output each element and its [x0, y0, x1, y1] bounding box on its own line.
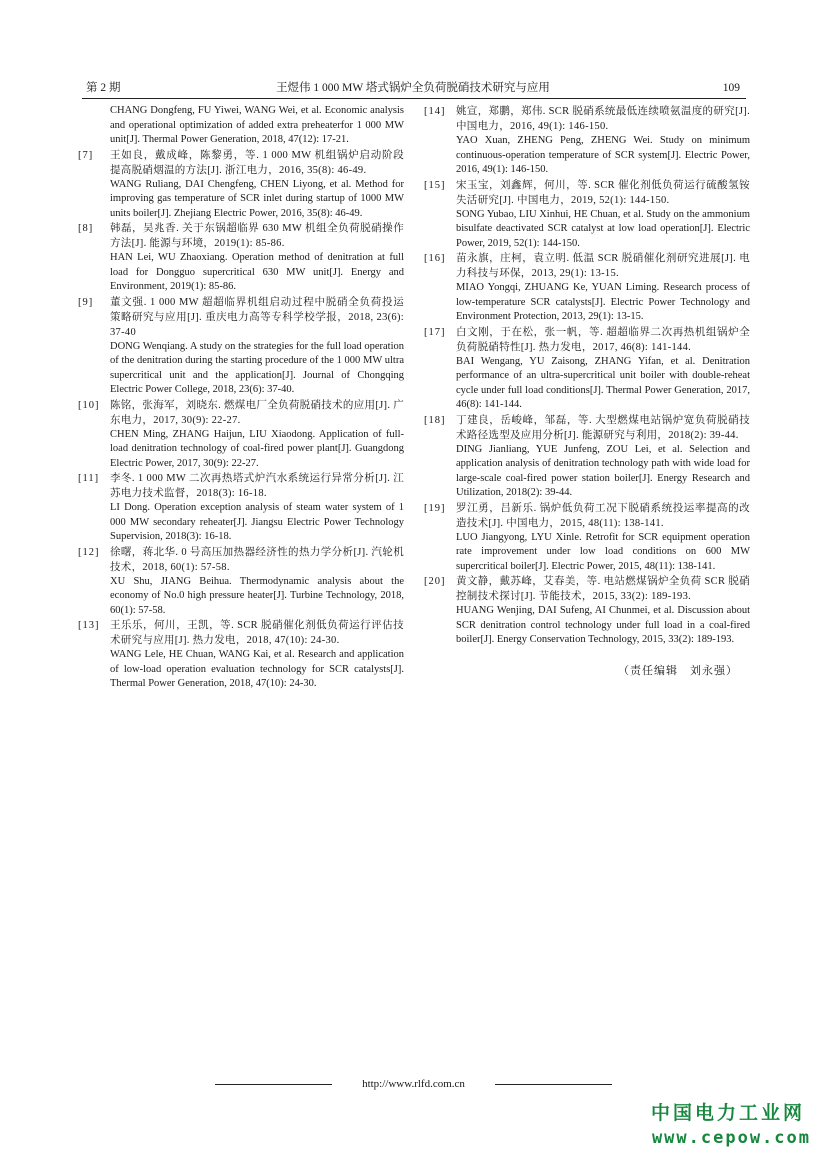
reference-item — [78, 221, 404, 295]
issue-number: 第 2 期 — [86, 82, 121, 94]
reference-english: DONG Wenqiang. A study on the strategies for the full load operation of the denitration during the starting procedure of the 1 000 MW ultra supercritical unit and the application[J]. Journal of Chongqing Electric Power College, 2018, 23(6): 37-40. — [110, 340, 404, 395]
reference-number: [15] — [424, 179, 446, 191]
reference-item — [424, 574, 750, 648]
reference-number: [17] — [424, 326, 446, 338]
reference-english: LI Dong. Operation exception analysis of steam water system of 1 000 MW secondary reheater[J]. Jiangsu Electric Power Technology Supervision, 2018(3): 16-18. — [110, 502, 404, 542]
reference-number: [9] — [78, 296, 94, 308]
reference-number: [12] — [78, 546, 100, 558]
reference-number: [13] — [78, 620, 100, 631]
reference-number: [10] — [78, 399, 100, 411]
reference-item — [78, 545, 404, 619]
reference-item — [78, 618, 404, 692]
references-right-column — [424, 104, 750, 679]
reference-chinese: 徐曙，蒋北华. 0 号高压加热器经济性的热力学分析[J]. 汽轮机技术，2018, 60(1): 57-58. — [110, 546, 404, 573]
reference-chinese: 丁建良，岳峻峰，邹磊，等. 大型燃煤电站锅炉宽负荷脱硝技术路径选型及应用分析[J]. 能源研究与利用，2018(2): 39-44. — [456, 414, 750, 441]
reference-chinese: 王如良，戴成峰，陈黎勇，等. 1 000 MW 机组锅炉启动阶段提高脱硝烟温的方法[J]. 浙江电力，2016, 35(8): 46-49. — [110, 149, 404, 176]
reference-item — [424, 413, 750, 501]
running-header — [86, 80, 740, 96]
watermark-site-name: 中国电力工业网 — [650, 1102, 805, 1124]
reference-english: SONG Yubao, LIU Xinhui, HE Chuan, et al. Study on the ammonium bisulfate deactivated SCR catalyst at low load operation[J]. Electric Power, 2019, 52(1): 144-150. — [456, 208, 750, 249]
reference-item — [78, 104, 404, 148]
reference-chinese: 李冬. 1 000 MW 二次再热塔式炉汽水系统运行异常分析[J]. 江苏电力技术监督，2018(3): 16-18. — [110, 473, 404, 499]
reference-english: HAN Lei, WU Zhaoxiang. Operation method of denitration at full load for Dongguo supercritical 630 MW unit[J]. Energy and Environment, 2019(1): 85-86. — [110, 252, 404, 292]
reference-item — [78, 398, 404, 472]
reference-item — [78, 148, 404, 222]
running-title: 王煜伟 1 000 MW 塔式锅炉全负荷脱硝技术研究与应用 — [276, 82, 550, 94]
reference-english: CHEN Ming, ZHANG Haijun, LIU Xiaodong. Application of full-load denitration technology of coal-fired power plant[J]. Guangdong Electric Power, 2017, 30(9): 22-27. — [110, 428, 404, 469]
reference-number: [8] — [78, 223, 94, 234]
reference-item — [78, 295, 404, 398]
reference-english: CHANG Dongfeng, FU Yiwei, WANG Wei, et al. Economic analysis and operational optimization of added extra preheaterfor 1 000 MW unit[J]. Thermal Power Generation, 2018, 47(12): 17-21. — [110, 105, 404, 145]
reference-english: HUANG Wenjing, DAI Sufeng, AI Chunmei, et al. Discussion about SCR denitration control technology under full load in a coal-fired boiler[J]. Energy Conservation Technology, 2015, 33(2): 189-193. — [456, 605, 750, 645]
reference-english: MIAO Yongqi, ZHUANG Ke, YUAN Liming. Research process of low-temperature SCR catalysts[J]. Electric Power Technology and Environment Protection, 2013, 29(1): 13-15. — [456, 282, 750, 322]
references-left-column — [78, 104, 404, 692]
reference-chinese: 宋玉宝，刘鑫辉，何川，等. SCR 催化剂低负荷运行硫酸氢铵失活研究[J]. 中国电力，2019, 52(1): 144-150. — [456, 179, 750, 206]
reference-chinese: 韩磊，吴兆香. 关于东锅超临界 630 MW 机组全负荷脱硝操作方法[J]. 能源与环境，2019(1): 85-86. — [110, 223, 404, 249]
footer-rule-left — [215, 1084, 332, 1085]
reference-english: DING Jianliang, YUE Junfeng, ZOU Lei, et al. Selection and application analysis of denitration technology path with wide load for large-scale coal-fired power station boiler[J]. Energy Research and Utilization, 2018(2): 39-44. — [456, 443, 750, 498]
reference-english: LUO Jiangyong, LYU Xinle. Retrofit for SCR equipment operation rate improvement under low load conditions on 600 MW supercritical boiler[J]. Electric Power, 2015, 48(11): 138-141. — [456, 531, 750, 572]
reference-item — [424, 178, 750, 252]
reference-chinese: 陈铭，张海军，刘晓东. 燃煤电厂全负荷脱硝技术的应用[J]. 广东电力，2017, 30(9): 22-27. — [110, 399, 404, 426]
reference-english: XU Shu, JIANG Beihua. Thermodynamic analysis about the economy of No.0 high pressure heater[J]. Turbine Technology, 2018, 60(1): 57-58. — [110, 575, 404, 616]
reference-chinese: 姚宣，郑鹏，郑伟. SCR 脱硝系统最低连续喷氨温度的研究[J]. 中国电力，2016, 49(1): 146-150. — [456, 106, 750, 132]
watermark-site-url: www.cepow.com — [651, 1128, 811, 1148]
reference-number: [20] — [424, 576, 446, 587]
reference-number: [14] — [424, 106, 446, 117]
reference-number: [19] — [424, 502, 446, 514]
reference-chinese: 王乐乐，何川，王凯，等. SCR 脱硝催化剂低负荷运行评估技术研究与应用[J]. 热力发电，2018, 47(10): 24-30. — [110, 620, 404, 646]
header-rule — [82, 98, 746, 99]
reference-item — [424, 104, 750, 178]
reference-number: [16] — [424, 253, 446, 264]
reference-chinese: 罗江勇，吕新乐. 锅炉低负荷工况下脱硝系统投运率提高的改造技术[J]. 中国电力，2015, 48(11): 138-141. — [456, 502, 750, 529]
reference-item — [424, 325, 750, 413]
reference-chinese: 董文强. 1 000 MW 超超临界机组启动过程中脱硝全负荷投运策略研究与应用[J]. 重庆电力高等专科学校学报，2018, 23(6): 37-40 — [110, 296, 404, 338]
reference-english: WANG Ruliang, DAI Chengfeng, CHEN Liyong, et al. Method for improving gas temperature of SCR inlet during startup of 1000 MW units boiler[J]. Zhejiang Electric Power, 2016, 35(8): 46-49. — [110, 178, 404, 219]
reference-english: WANG Lele, HE Chuan, WANG Kai, et al. Research and application of low-load operation evaluation technology for SCR catalysts[J]. Thermal Power Generation, 2018, 47(10): 24-30. — [110, 649, 404, 689]
reference-english: YAO Xuan, ZHENG Peng, ZHENG Wei. Study on minimum continuous-operation temperature of SCR system[J]. Electric Power, 2016, 49(1): 146-150. — [456, 135, 750, 175]
responsible-editor: （责任编辑 刘永强） — [618, 664, 738, 677]
reference-item — [424, 501, 750, 575]
reference-chinese: 苗永旗，庄柯，袁立明. 低温 SCR 脱硝催化剂研究进展[J]. 电力科技与环保，2013, 29(1): 13-15. — [456, 253, 750, 279]
reference-chinese: 黄文静，戴苏峰，艾春美，等. 电站燃煤锅炉全负荷 SCR 脱硝控制技术探讨[J]. 节能技术，2015, 33(2): 189-193. — [456, 576, 750, 602]
journal-url-link[interactable]: http://www.rlfd.com.cn — [362, 1078, 465, 1090]
reference-english: BAI Wengang, YU Zaisong, ZHANG Yifan, et al. Denitration performance of an ultra-supercritical unit boiler with double-reheat cycle under full load conditions[J]. Thermal Power Generation, 2017, 46(8): 141-144. — [456, 355, 750, 410]
reference-number: [11] — [78, 473, 100, 484]
reference-chinese: 白文刚，于在松，张一帆，等. 超超临界二次再热机组锅炉全负荷脱硝特性[J]. 热力发电，2017, 46(8): 141-144. — [456, 326, 750, 353]
footer-rule-right — [495, 1084, 612, 1085]
reference-item — [78, 471, 404, 545]
reference-number: [7] — [78, 149, 94, 161]
reference-number: [18] — [424, 414, 446, 426]
page-number: 109 — [722, 82, 740, 94]
reference-item — [424, 251, 750, 325]
